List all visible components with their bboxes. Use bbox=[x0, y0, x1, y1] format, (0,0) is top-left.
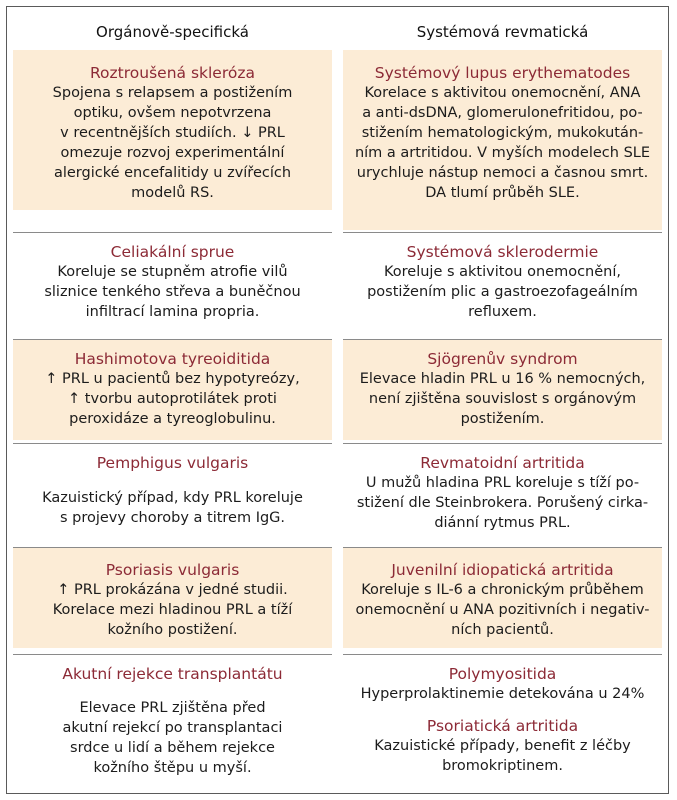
cell-text-line: v recentnějších studiích. ↓ PRL bbox=[60, 125, 285, 141]
cell-text-line: postižením. bbox=[460, 411, 545, 427]
cell-title: Systémový lupus erythematodes bbox=[374, 64, 631, 82]
cell-title: Juvenilní idiopatická artritida bbox=[391, 561, 614, 579]
table-cell-sjogrenuv-syndrom bbox=[343, 340, 662, 440]
column-header-systemic-rheumatic: Systémová revmatická bbox=[416, 23, 589, 41]
table-cell-pemphigus-vulgaris bbox=[13, 444, 332, 541]
cell-text-line: Koreluje s aktivitou onemocnění, bbox=[383, 264, 621, 280]
column-systemic-rheumatic bbox=[343, 7, 662, 793]
cell-text-line: ↑ PRL u pacientů bez hypotyreózy, bbox=[45, 371, 300, 387]
cell-text-line: omezuje rozvoj experimentální bbox=[60, 145, 285, 161]
table-cell-roztrousena-skleroza bbox=[13, 50, 332, 210]
cell-title: Sjögrenův syndrom bbox=[427, 350, 578, 368]
cell-text-line: ních pacientů. bbox=[451, 622, 554, 638]
cell-text-line: urychluje nástup nemoci a časnou smrt. bbox=[356, 165, 649, 181]
column-header-organ-specific: Orgánově-specifická bbox=[96, 23, 249, 41]
cell-text-line: akutní rejekcí po transplantaci bbox=[62, 720, 283, 736]
cell-text-line: ním a artritidou. V myších modelech SLE bbox=[354, 145, 651, 161]
cell-text-line: stižení dle Steinbrokera. Porušený cirka- bbox=[356, 495, 649, 511]
cell-text-line: s projevy choroby a titrem IgG. bbox=[59, 510, 286, 526]
table-cell-hashimotova-tyreoiditida bbox=[13, 340, 332, 440]
table-cell-psoriasis-vulgaris bbox=[13, 548, 332, 648]
cell-text-line: kožního štěpu u myší. bbox=[93, 760, 252, 776]
cell-title: Psoriatická artritida bbox=[426, 717, 579, 735]
cell-title: Psoriasis vulgaris bbox=[105, 561, 240, 579]
cell-text-line: optiku, ovšem nepotvrzena bbox=[73, 105, 272, 121]
cell-title: Akutní rejekce transplantátu bbox=[62, 665, 283, 683]
cell-title: Pemphigus vulgaris bbox=[96, 454, 249, 472]
cell-title: Revmatoidní artritida bbox=[420, 454, 585, 472]
table-cell-revmatoidni-artritida bbox=[343, 444, 662, 546]
cell-text-line: a anti-dsDNA, glomerulonefritidou, po- bbox=[362, 105, 643, 121]
cell-text-line: Korelace mezi hladinou PRL a tíží bbox=[52, 602, 293, 618]
cell-title: Systémová sklerodermie bbox=[406, 243, 599, 261]
cell-text-line: Kazuistické případy, benefit z léčby bbox=[374, 738, 631, 754]
column-organ-specific bbox=[13, 7, 332, 793]
table-cell-polymyositida-psoriaticka bbox=[343, 655, 662, 791]
cell-title: Roztroušená skleróza bbox=[89, 64, 255, 82]
table-frame bbox=[6, 6, 669, 794]
cell-text-line: Koreluje s IL-6 a chronickým průběhem bbox=[361, 582, 644, 598]
cell-text-line: diánní rytmus PRL. bbox=[434, 515, 571, 531]
cell-text-line: Elevace PRL zjištěna před bbox=[79, 700, 266, 716]
cell-text-line: Koreluje se stupněm atrofie vilů bbox=[57, 264, 288, 280]
cell-text-line: U mužů hladina PRL koreluje s tíží po- bbox=[365, 475, 640, 491]
cell-text-line: refluxem. bbox=[468, 304, 537, 320]
cell-text-line: postižením plic a gastroezofageálním bbox=[367, 284, 638, 300]
cell-text-line: bromokriptinem. bbox=[442, 758, 563, 774]
cell-text-line: DA tlumí průběh SLE. bbox=[425, 185, 580, 201]
table-cell-celiakalni-sprue bbox=[13, 233, 332, 338]
cell-text-line: onemocnění u ANA pozitivních i negativ- bbox=[355, 602, 650, 618]
cell-text-line: stižením hematologickým, mukokután- bbox=[361, 125, 644, 141]
cell-text-line: kožního postižení. bbox=[107, 622, 238, 638]
cell-text-line: Kazuistický případ, kdy PRL koreluje bbox=[42, 490, 303, 506]
cell-title: Hashimotova tyreoiditida bbox=[74, 350, 271, 368]
cell-title: Polymyositida bbox=[448, 665, 557, 683]
cell-title: Celiakální sprue bbox=[110, 243, 235, 261]
cell-text-line: Spojena s relapsem a postižením bbox=[52, 85, 293, 101]
cell-text-line: sliznice tenkého střeva a buněčnou bbox=[44, 284, 301, 300]
cell-text-line: peroxidáze a tyreoglobulinu. bbox=[69, 411, 276, 427]
cell-text-line: není zjištěna souvislost s orgánovým bbox=[368, 391, 637, 407]
cell-text-line: Elevace hladin PRL u 16 % nemocných, bbox=[359, 371, 646, 387]
cell-text-line: Korelace s aktivitou onemocnění, ANA bbox=[364, 85, 641, 101]
table-cell-systemova-sklerodermie bbox=[343, 233, 662, 338]
cell-text-line: ↑ PRL prokázána v jedné studii. bbox=[57, 582, 288, 598]
cell-text-line: ↑ tvorbu autoprotilátek proti bbox=[68, 391, 277, 407]
cell-text-line: modelů RS. bbox=[131, 185, 214, 201]
cell-text-line: Hyperprolaktinemie detekována u 24% bbox=[360, 686, 645, 702]
table-cell-juvenilni-artritida bbox=[343, 548, 662, 648]
cell-text-line: alergické encefalitidy u zvířecích bbox=[53, 165, 292, 181]
table-cell-lupus-erythematodes bbox=[343, 50, 662, 230]
cell-text-line: infiltrací lamina propria. bbox=[85, 304, 260, 320]
table-cell-akutni-rejekce bbox=[13, 655, 332, 791]
cell-text-line: srdce u lidí a během rejekce bbox=[70, 740, 275, 756]
